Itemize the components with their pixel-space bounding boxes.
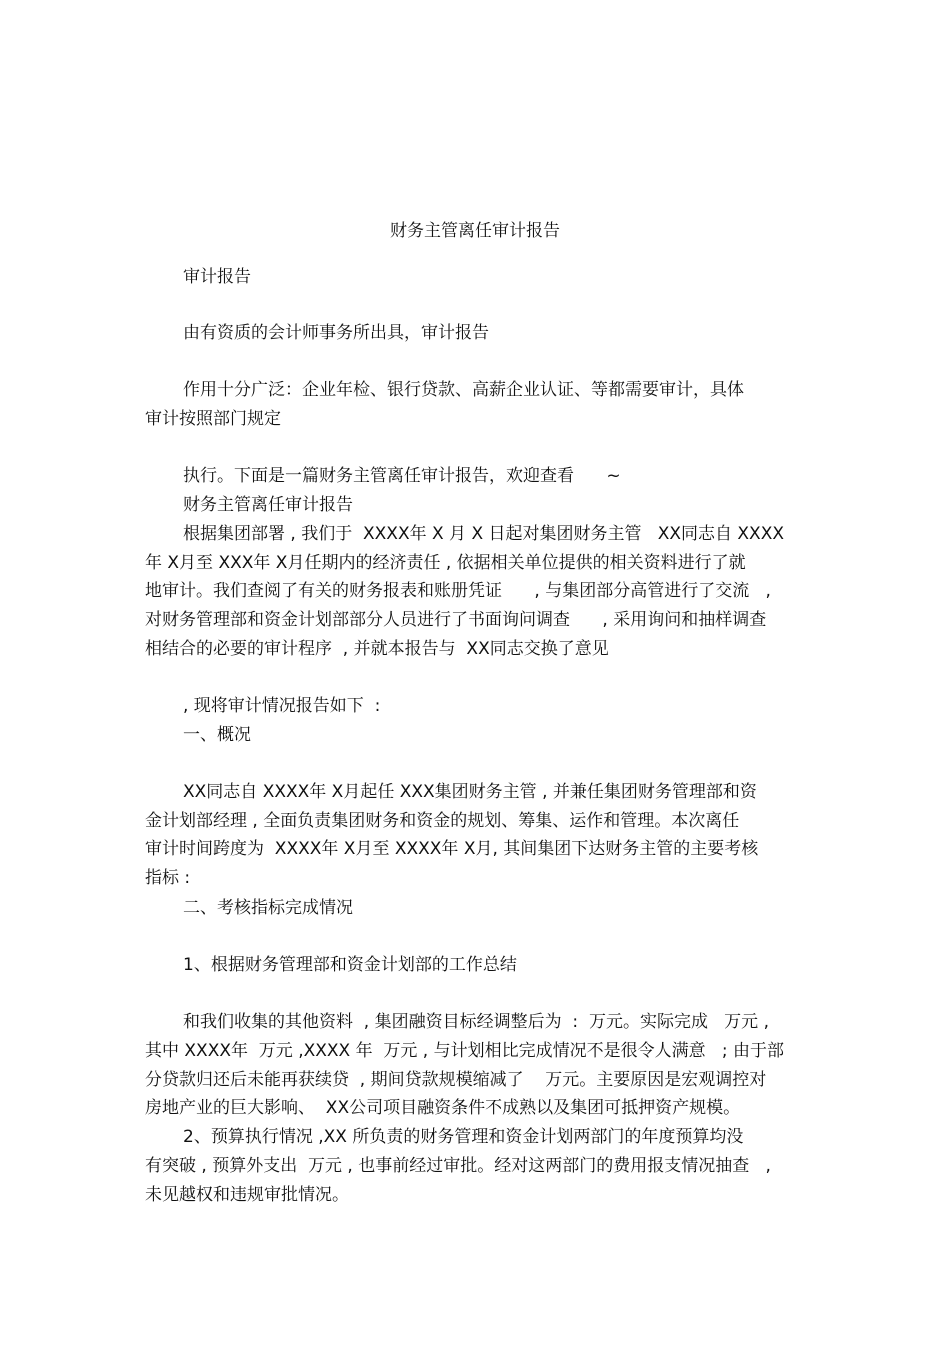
- paragraph-line: 相结合的必要的审计程序 , 并就本报告与 XX同志交换了意见: [145, 639, 609, 659]
- paragraph-line: 年 X月至 XXX年 X月任期内的经济责任 , 依据相关单位提供的相关资料进行了就: [145, 553, 746, 573]
- paragraph-line: 2、预算执行情况 ,XX 所负责的财务管理和资金计划两部门的年度预算均没: [183, 1127, 744, 1147]
- paragraph-line: 房地产业的巨大影响、 XX公司项目融资条件不成熟以及集团可抵押资产规模。: [145, 1098, 741, 1118]
- paragraph-line: XX同志自 XXXX年 X月起任 XXX集团财务主管 , 并兼任集团财务管理部和资: [183, 782, 757, 802]
- paragraph-line: 根据集团部署 , 我们于 XXXX年 X 月 X 日起对集团财务主管 XX同志自 XXXX: [183, 524, 785, 544]
- paragraph-line: , 现将审计情况报告如下 :: [183, 696, 381, 716]
- subsection-heading: 1、根据财务管理部和资金计划部的工作总结: [183, 955, 517, 975]
- paragraph-line: 审计时间跨度为 XXXX年 X月至 XXXX年 X月, 其间集团下达财务主管的主要考核: [145, 839, 759, 859]
- paragraph-line: 和我们收集的其他资料 , 集团融资目标经调整后为 : 万元。实际完成 万元 ,: [183, 1012, 769, 1032]
- document-title: 财务主管离任审计报告: [390, 221, 560, 241]
- paragraph-line: 作用十分广泛：企业年检、银行贷款、高薪企业认证、等都需要审计，具体: [183, 380, 744, 400]
- paragraph-line: 指标 :: [145, 868, 191, 888]
- paragraph-line: 执行。下面是一篇财务主管离任审计报告，欢迎查看 ~: [183, 466, 621, 486]
- section-heading-indicators: 二、考核指标完成情况: [183, 898, 353, 918]
- paragraph-line: 其中 XXXX年 万元 ,XXXX 年 万元 , 与计划相比完成情况不是很令人满意 ; 由于部: [145, 1041, 784, 1061]
- subheading-report-title: 财务主管离任审计报告: [183, 495, 353, 515]
- heading-audit-report: 审计报告: [183, 267, 251, 287]
- section-heading-overview: 一、概况: [183, 725, 251, 745]
- paragraph-line: 由有资质的会计师事务所出具，审计报告: [183, 323, 489, 343]
- paragraph-line: 对财务管理部和资金计划部部分人员进行了书面询问调查 , 采用询问和抽样调查: [145, 610, 767, 630]
- paragraph-line: 地审计。我们查阅了有关的财务报表和账册凭证 , 与集团部分高管进行了交流 ,: [145, 581, 771, 601]
- paragraph-line: 分贷款归还后未能再获续贷 , 期间贷款规模缩减了 万元。主要原因是宏观调控对: [145, 1070, 767, 1090]
- paragraph-line: 审计按照部门规定: [145, 409, 281, 429]
- paragraph-line: 有突破 , 预算外支出 万元 , 也事前经过审批。经对这两部门的费用报支情况抽查 ,: [145, 1156, 771, 1176]
- paragraph-line: 金计划部经理 , 全面负责集团财务和资金的规划、筹集、运作和管理。本次离任: [145, 811, 740, 831]
- paragraph-line: 未见越权和违规审批情况。: [145, 1185, 349, 1205]
